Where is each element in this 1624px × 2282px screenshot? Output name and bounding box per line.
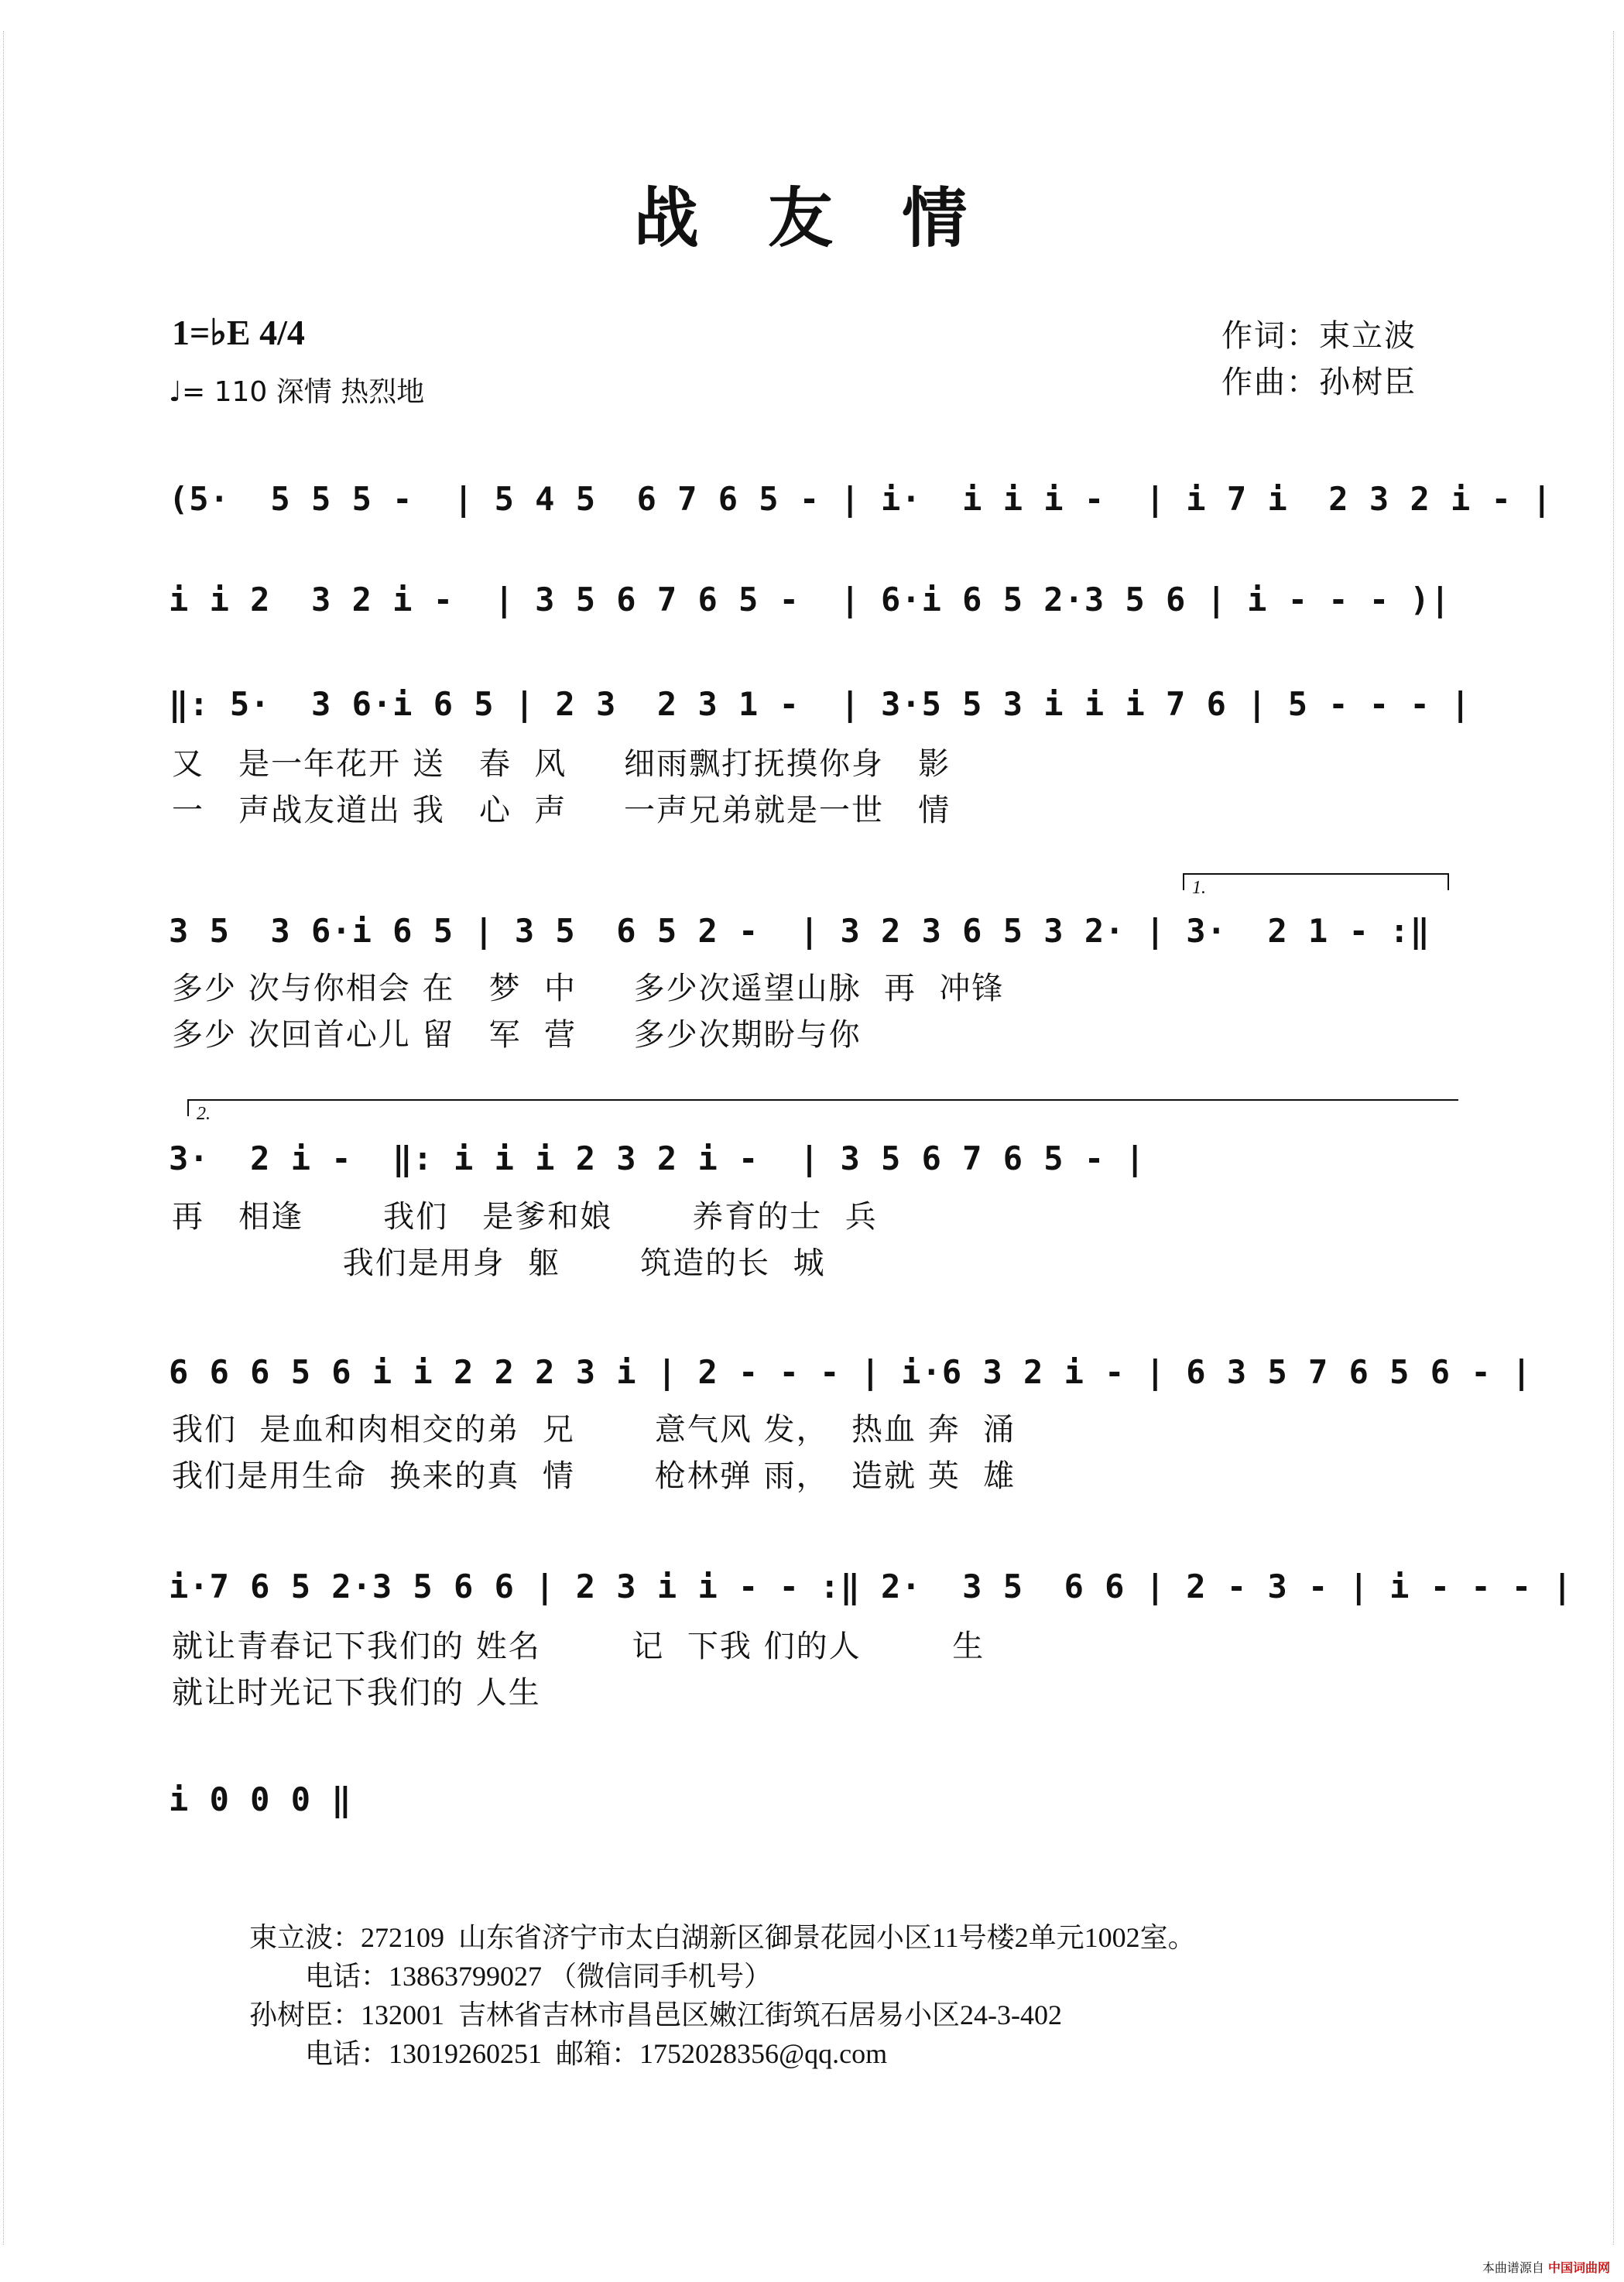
composer-credit: 作曲：孙树臣 (1221, 365, 1417, 400)
lyric-line-6-verse1: 我们 是血和肉相交的弟 兄 意气风 发， 热血 奔 涌 (172, 1412, 1016, 1448)
lyric-line-4-verse2: 多少 次回首心儿 留 军 营 多少次期盼与你 (172, 1017, 862, 1053)
lyric-line-7-verse1: 就让青春记下我们的 姓名 记 下我 们的人 生 (172, 1629, 985, 1664)
footer-contact-line-4: 电话：13019260251 邮箱：1752028356@qq.com (249, 2038, 888, 2069)
left-margin-decoration (3, 31, 12, 2245)
source-watermark (1482, 2258, 1610, 2276)
notation-line-3: ‖: 5· 3 6·i 6 5 | 2 3 2 3 1 - | 3·5 5 3 i i i 7 6 | 5 - - - | (169, 685, 1472, 723)
notation-line-7: i·7 6 5 2·3 5 6 6 | 2 3 i i - - :‖ 2· 3 5 6 6 | 2 - 3 - | i - - - | (169, 1568, 1573, 1605)
watermark-brand-link[interactable]: 中国词曲网 (1547, 2260, 1610, 2275)
notation-line-1: (5· 5 5 5 - | 5 4 5 6 7 6 5 - | i· i i i - | i 7 i 2 3 2 i - | (169, 480, 1553, 518)
notation-line-2: i i 2 3 2 i - | 3 5 6 7 6 5 - | 6·i 6 5 2·3 5 6 | i - - - )| (169, 581, 1451, 618)
volta-bracket-second (187, 1099, 1458, 1124)
key-signature: 1=♭E 4/4 (172, 313, 305, 352)
volta-label-first: 1. (1192, 878, 1206, 898)
notation-line-6: 6 6 6 5 6 i i 2 2 2 3 i | 2 - - - | i·6 3 2 i - | 6 3 5 7 6 5 6 - | (169, 1353, 1533, 1391)
lyric-line-7-verse2: 就让时光记下我们的 人生 (172, 1675, 541, 1711)
lyric-line-5-verse2: 我们是用身 躯 筑造的长 城 (172, 1246, 826, 1281)
volta-label-second: 2. (197, 1104, 211, 1124)
notation-line-4: 3 5 3 6·i 6 5 | 3 5 6 5 2 - | 3 2 3 6 5 3 2· | 3· 2 1 - :‖ (169, 912, 1430, 950)
footer-contact-line-1: 束立波：272109 山东省济宁市太白湖新区御景花园小区11号楼2单元1002室。 (249, 1922, 1196, 1953)
footer-contact-line-2: 电话：13863799027 （微信同手机号） (249, 1961, 773, 1992)
right-margin-decoration (1613, 31, 1622, 2245)
notation-line-5: 3· 2 i - ‖: i i i 2 3 2 i - | 3 5 6 7 6 5 - | (169, 1139, 1146, 1177)
lyric-line-5-verse1: 再 相逢 我们 是爹和娘 养育的士 兵 (172, 1199, 878, 1235)
song-title: 战 友 情 (633, 180, 991, 256)
tempo-marking: ♩= 110 深情 热烈地 (169, 376, 425, 408)
watermark-source-label: 本曲谱源自 (1482, 2260, 1544, 2275)
lyric-line-6-verse2: 我们是用生命 换来的真 情 枪林弹 雨， 造就 英 雄 (172, 1458, 1016, 1494)
lyric-line-3-verse2: 一 声战友道出 我 心 声 一声兄弟就是一世 情 (172, 793, 951, 828)
lyric-line-3-verse1: 又 是一年花开 送 春 风 细雨飘打抚摸你身 影 (172, 746, 951, 782)
footer-contact-line-3: 孙树臣：132001 吉林省吉林市昌邑区嫩江街筑石居易小区24-3-402 (249, 1999, 1062, 2030)
notation-line-8: i 0 0 0 ‖ (169, 1780, 352, 1818)
lyricist-credit: 作词：束立波 (1221, 318, 1417, 354)
lyric-line-4-verse1: 多少 次与你相会 在 梦 中 多少次遥望山脉 再 冲锋 (172, 971, 1005, 1006)
volta-bracket-first (1183, 873, 1449, 898)
